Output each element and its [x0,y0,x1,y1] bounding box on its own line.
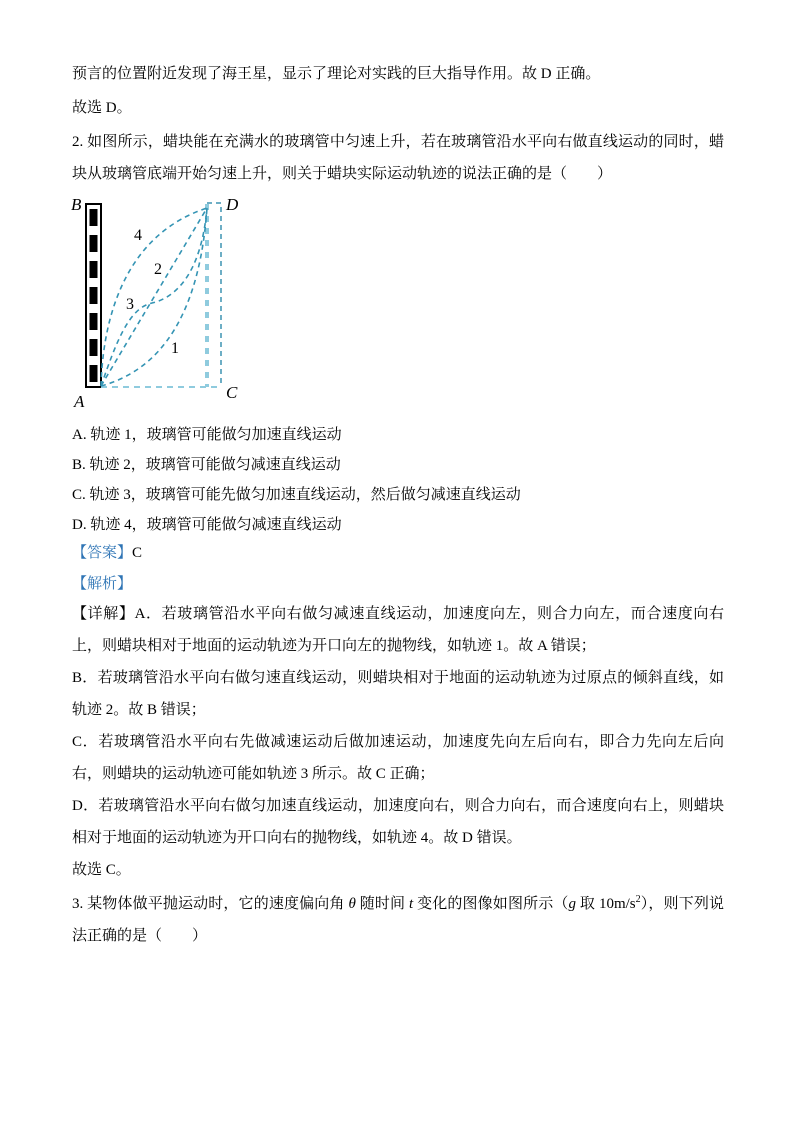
answer-tag: 【答案】 [72,545,133,561]
detail-text-a: A．若玻璃管沿水平向右做匀减速直线运动，加速度向左，则合力向左，而合速度向右上，则蜡块相对于地面的运动轨迹为开口向左的抛物线，如轨迹 1。故 A 错误； [72,606,724,654]
question-2-figure [70,196,320,418]
detail-tag: 【详解】 [72,606,135,622]
option-d: D. 轨迹 4，玻璃管可能做匀减速直线运动 [72,517,342,533]
detail-paragraph-b: B．若玻璃管沿水平向右做匀速直线运动，则蜡块相对于地面的运动轨迹为过原点的倾斜直线，如轨迹 2。故 B 错误； [72,670,724,718]
q3-time-variable: t [409,896,414,912]
curve-label-2: 2 [154,261,162,278]
detail-paragraph-d: D．若玻璃管沿水平向右做匀加速直线运动，加速度向右，则合力向右，而合速度向右上，则蜡块相对于地面的运动轨迹为开口向右的抛物线，如轨迹 4。故 D 错误。 [72,798,724,846]
question-2-stem: 2. 如图所示，蜡块能在充满水的玻璃管中匀速上升，若在玻璃管沿水平向右做直线运动的同时，蜡块从玻璃管底端开始匀速上升，则关于蜡块实际运动轨迹的说法正确的是（ ） [72,134,724,182]
q3-superscript: 2 [635,894,641,905]
question-3-stem [72,884,724,952]
option-b: B. 轨迹 2，玻璃管可能做匀减速直线运动 [72,457,341,473]
answer-line [72,541,724,565]
paragraph-answer-choice-d: 故选 D。 [72,100,132,116]
curve-label-1: 1 [171,340,179,357]
answer-value: C [132,545,143,561]
detail-paragraph-a [72,598,724,662]
paragraph-neptune-conclusion: 预言的位置附近发现了海王星，显示了理论对实践的巨大指导作用。故 D 正确。 [72,66,601,82]
analysis-line [72,572,724,596]
q3-seg2: 随时间 [355,896,410,912]
option-c: C. 轨迹 3，玻璃管可能先做匀加速直线运动，然后做匀减速直线运动 [72,487,521,503]
analysis-tag: 【解析】 [72,576,133,592]
q3-gravity-variable: g [568,896,577,912]
curve-label-3: 3 [126,296,134,313]
question-2-options [72,420,724,540]
figure-label-A: A [74,392,85,411]
detail-conclusion: 故选 C。 [72,862,131,878]
curve-label-4: 4 [134,227,142,244]
q3-seg5: ），则下列说法正确的是（ ） [72,896,724,944]
detail-paragraph-c: C．若玻璃管沿水平向右先做减速运动后做加速运动，加速度先向左后向右，即合力先向左后向右，则蜡块的运动轨迹可能如轨迹 3 所示。故 C 正确； [72,734,724,782]
figure-label-B: B [71,196,82,214]
detail-explanation [72,598,724,886]
q3-seg4: 取 10m/s [576,896,636,912]
figure-label-C: C [226,383,238,402]
q3-seg3: 变化的图像如图所示（ [413,896,569,912]
q3-theta-variable: θ [348,896,356,912]
figure-label-D: D [226,196,239,214]
option-a: A. 轨迹 1，玻璃管可能做匀加速直线运动 [72,427,342,443]
q3-seg1: 3. 某物体做平抛运动时，它的速度偏向角 [72,896,349,912]
glass-tube-final-right-edge [207,203,221,387]
